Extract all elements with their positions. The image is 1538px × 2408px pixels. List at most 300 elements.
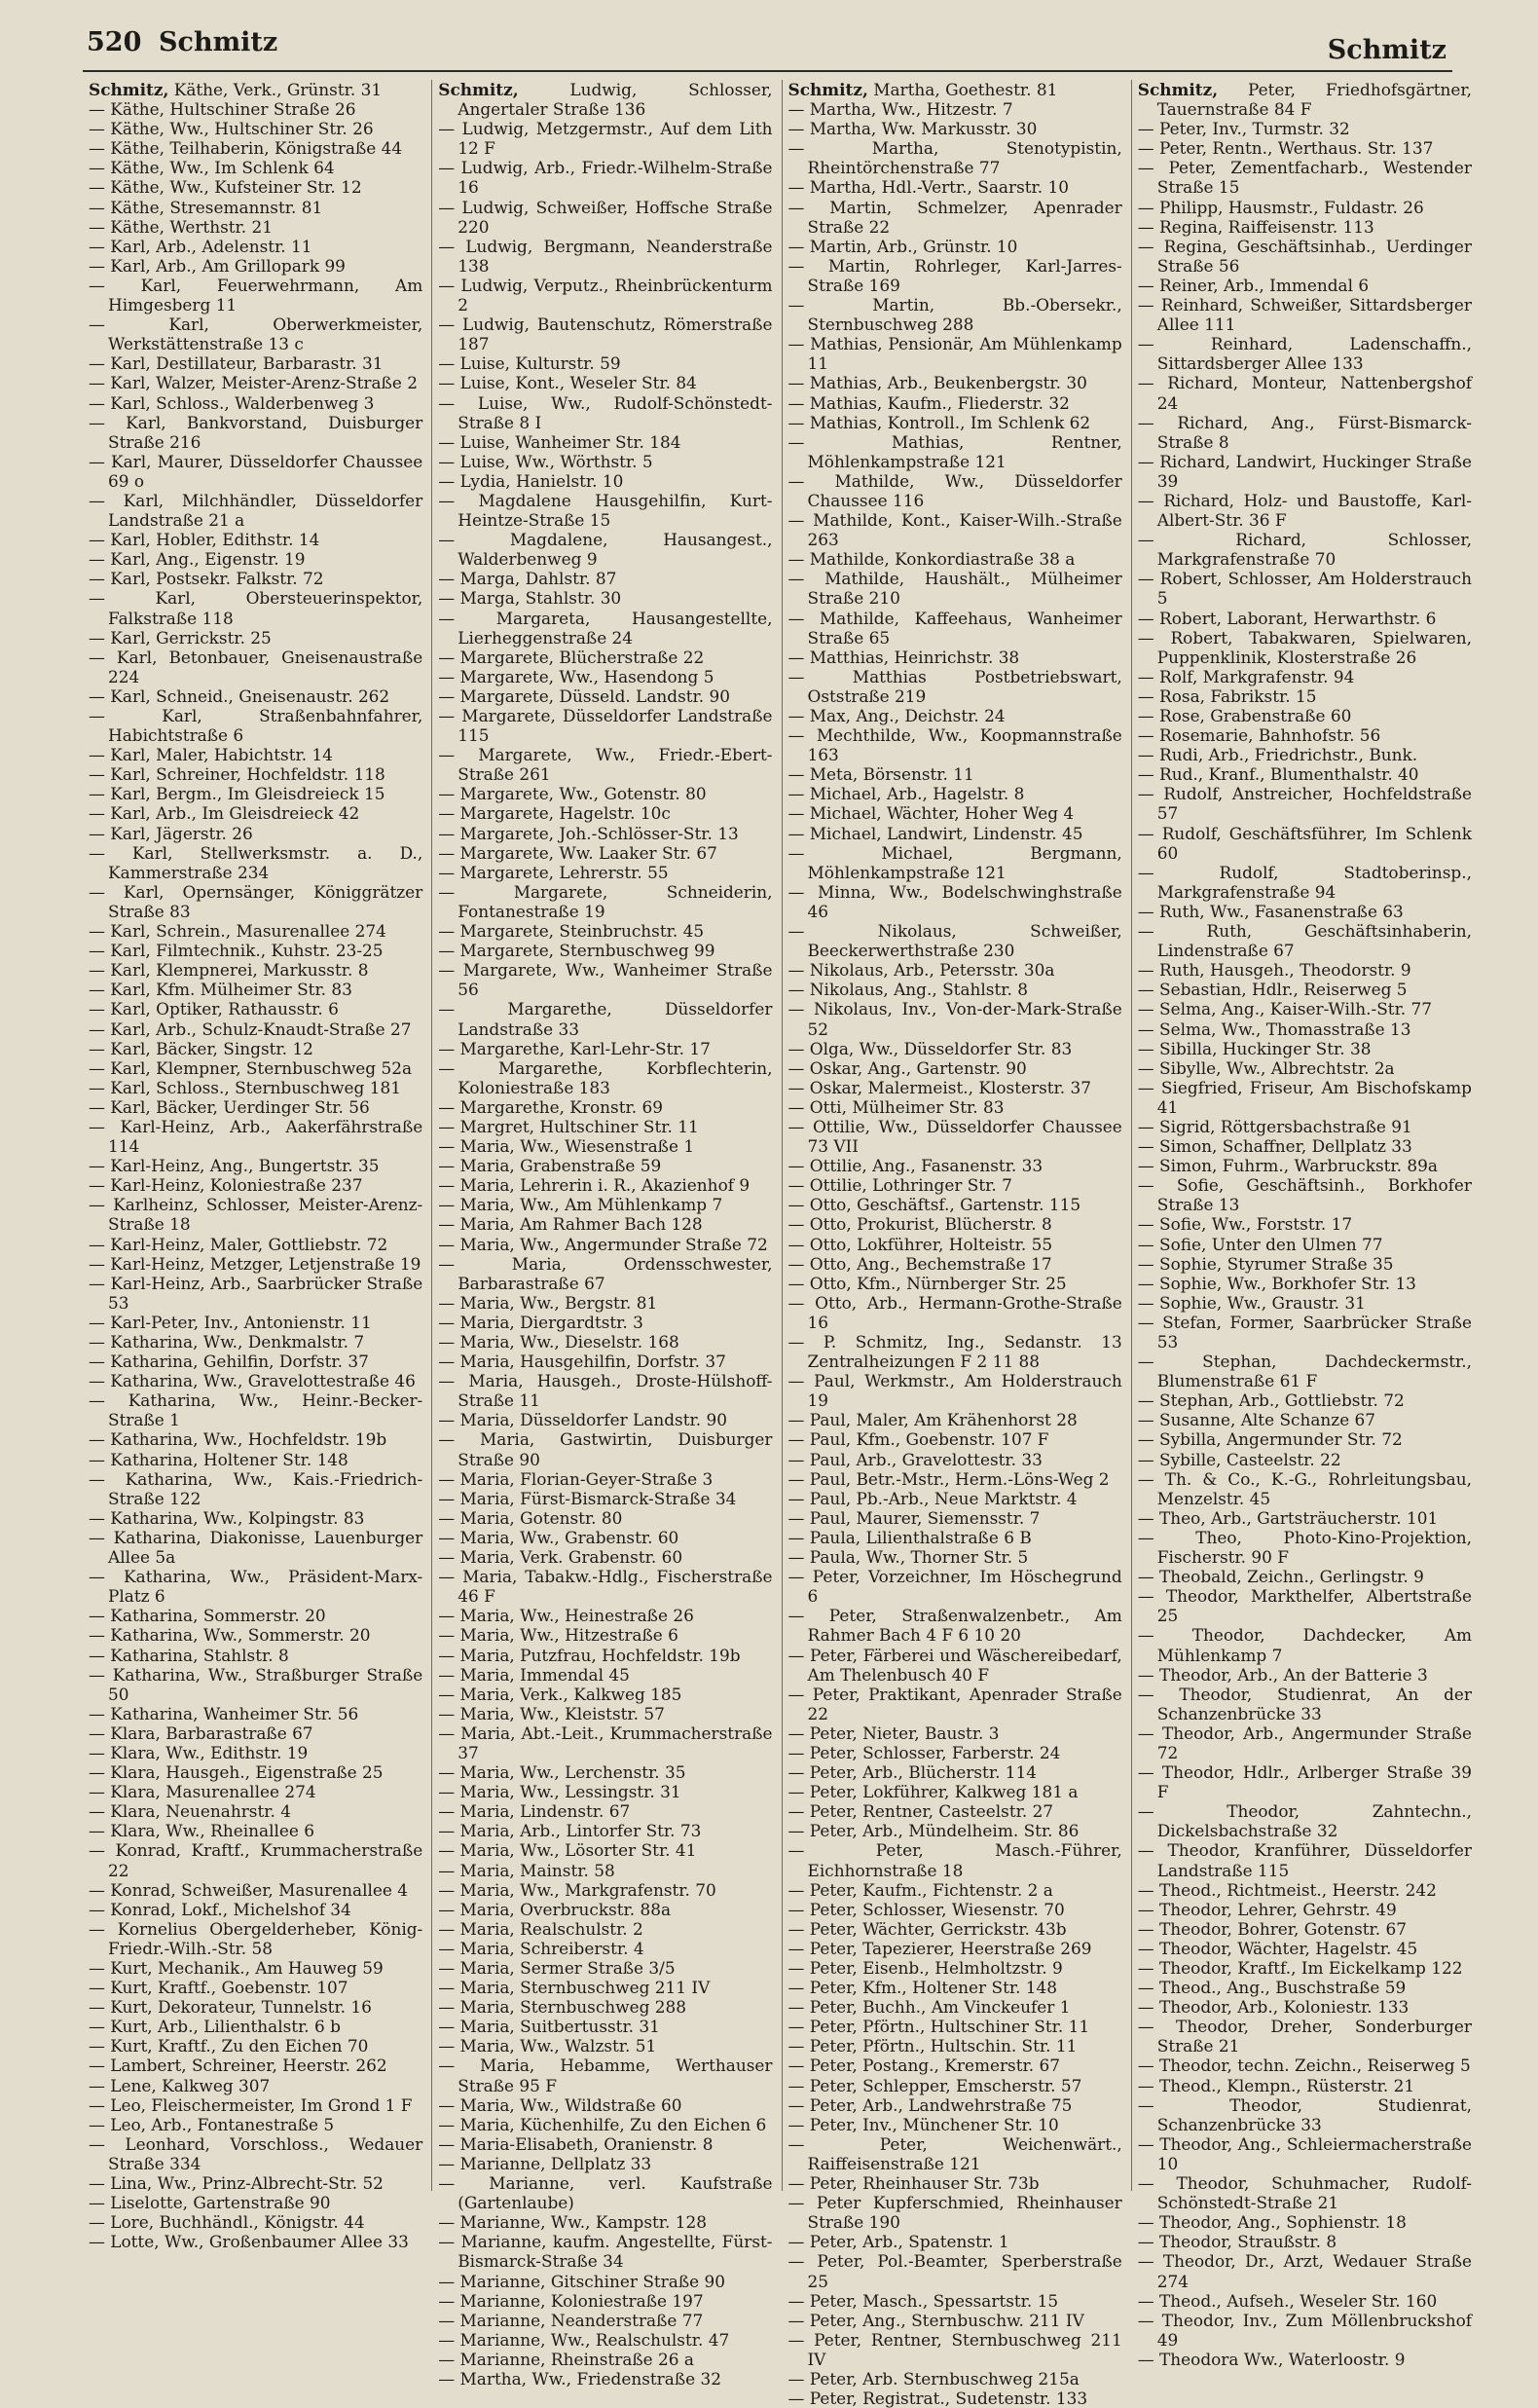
directory-entry: — Martha, Ww. Markusstr. 30 (787, 119, 1038, 139)
directory-entry: — Rudolf, Stadtoberinsp., Markgrafenstraße 94 (1137, 862, 1472, 902)
directory-entry: — Karl, Schloss., Sternbuschweg 181 (89, 1077, 401, 1097)
directory-entry: — Maria, Florian-Geyer-Straße 3 (438, 1468, 714, 1489)
directory-entry: — Maria, Abt.-Leit., Krummacherstraße 37 (438, 1723, 773, 1762)
directory-entry: — Theodor, Schuhmacher, Rudolf-Schönstedt-Straße 21 (1137, 2173, 1472, 2213)
directory-entry: — Margarete, Sternbuschweg 99 (438, 941, 715, 961)
directory-entry: — Lina, Ww., Prinz-Albrecht-Str. 52 (89, 2173, 384, 2194)
directory-entry: — Karl, Bergm., Im Gleisdreieck 15 (89, 784, 385, 804)
directory-entry: — Maria, Ww., Lessingstr. 31 (438, 1782, 681, 1802)
directory-entry: — Maria, Küchenhilfe, Zu den Eichen 6 (438, 2114, 767, 2134)
directory-entry: — Maria, Ww., Lösorter Str. 41 (438, 1840, 697, 1861)
directory-entry: — Luise, Ww., Rudolf-Schönstedt-Straße 8 I (438, 392, 773, 432)
directory-entry: — Peter, Zementfacharb., Westender Straße 15 (1137, 158, 1472, 198)
directory-entry: — Martha, Ww., Hitzestr. 7 (787, 99, 1013, 120)
directory-entry: — Theodor, Dr., Arzt, Wedauer Straße 274 (1137, 2251, 1472, 2291)
directory-entry: — Robert, Tabakwaren, Spielwaren, Puppenklinik, Klosterstraße 26 (1137, 627, 1472, 667)
directory-entry: — Peter, Pol.-Beamter, Sperberstraße 25 (787, 2251, 1122, 2291)
directory-entry: — Paul, Arb., Gravelottestr. 33 (787, 1449, 1043, 1469)
page-number: 520 (87, 27, 142, 57)
directory-entry: — Peter, Schlepper, Emscherstr. 57 (787, 2075, 1082, 2095)
directory-entry: — Paul, Maurer, Siemensstr. 7 (787, 1507, 1041, 1528)
directory-entry: — Ottilie, Ang., Fasanenstr. 33 (787, 1156, 1044, 1176)
directory-entry: — Peter, Kaufm., Fichtenstr. 2 a (787, 1879, 1053, 1900)
directory-entry: — Ludwig, Arb., Friedr.-Wilhelm-Straße 16 (438, 158, 773, 198)
directory-entry: — Nikolaus, Ang., Stahlstr. 8 (787, 980, 1028, 1000)
directory-entry: — Maria, Verk., Kalkweg 185 (438, 1684, 682, 1704)
directory-entry: — Klara, Masurenallee 274 (89, 1782, 316, 1802)
directory-entry: — Peter, Inv., Turmstr. 32 (1137, 119, 1350, 139)
directory-entry: — Ottilie, Ww., Düsseldorfer Chaussee 73 VII (787, 1116, 1122, 1157)
directory-entry: — Stefan, Former, Saarbrücker Straße 53 (1137, 1312, 1472, 1352)
directory-entry: — Theodor, Dachdecker, Am Mühlenkamp 7 (1137, 1625, 1472, 1665)
directory-entry: — Karl, Ang., Eigenstr. 19 (89, 549, 306, 570)
directory-entry: — Martin, Arb., Grünstr. 10 (787, 236, 1018, 256)
directory-entry: — Katharina, Ww., Hochfeldstr. 19b (89, 1429, 387, 1450)
column-4 (1132, 80, 1481, 2369)
directory-entry: — Maria, Immendal 45 (438, 1664, 630, 1685)
directory-entry: — Marianne, Gitschiner Straße 90 (438, 2271, 725, 2291)
directory-entry: — Theodor, Kraftf., Im Eickelkamp 122 (1137, 1958, 1463, 1978)
directory-entry: — Karl, Bäcker, Uerdinger Str. 56 (89, 1096, 370, 1117)
directory-entry: — Karl, Maurer, Düsseldorfer Chaussee 69 o (89, 451, 423, 491)
directory-entry: — Peter, Wächter, Gerrickstr. 43b (787, 1918, 1067, 1939)
directory-entry: — Karl, Optiker, Rathausstr. 6 (89, 999, 339, 1019)
directory-entry: — Ludwig, Metzgermstr., Auf dem Lith 12 F (438, 119, 773, 159)
directory-entry: — Oskar, Malermeist., Klosterstr. 37 (787, 1077, 1091, 1097)
directory-entry: — Margarethe, Düsseldorfer Landstraße 33 (438, 999, 773, 1039)
directory-entry: — Matthias Postbetriebswart, Oststraße 219 (787, 666, 1122, 706)
directory-entry: — Theodor, Lehrer, Gehrstr. 49 (1137, 1899, 1397, 1919)
directory-entry: — Konrad, Lokf., Michelshof 34 (89, 1899, 351, 1919)
directory-entry: — Theodor, Hdlr., Arlberger Straße 39 F (1137, 1762, 1472, 1802)
directory-entry: — Karl, Arb., Im Gleisdreieck 42 (89, 803, 360, 824)
directory-entry: — Michael, Wächter, Hoher Weg 4 (787, 803, 1075, 824)
column-2 (432, 80, 782, 2389)
directory-entry: — Simon, Fuhrm., Warbruckstr. 89a (1137, 1156, 1438, 1176)
directory-entry: — Mathilde, Kont., Kaiser-Wilh.-Straße 263 (787, 510, 1122, 550)
directory-entry: — Katharina, Ww., Kais.-Friedrich-Straße 122 (89, 1468, 423, 1508)
directory-entry: — Margarethe, Korbflechterin, Koloniestraße 183 (438, 1057, 773, 1097)
directory-entry: — Maria, Ww., Dieselstr. 168 (438, 1332, 679, 1352)
directory-entry: — Peter, Weichenwärt., Raiffeisenstraße 121 (787, 2133, 1122, 2173)
directory-entry: — Katharina, Ww., Präsident-Marx-Platz 6 (89, 1567, 423, 1607)
directory-entry: — Theodor, Bohrer, Gotenstr. 67 (1137, 1918, 1407, 1939)
directory-entry: — Karl, Arb., Schulz-Knaudt-Straße 27 (89, 1019, 412, 1039)
directory-entry: — Maria, Hebamme, Werthauser Straße 95 F (438, 2056, 773, 2095)
directory-entry: — Olga, Ww., Düsseldorfer Str. 83 (787, 1038, 1073, 1058)
directory-entry: — Richard, Ang., Fürst-Bismarck-Straße 8 (1137, 412, 1472, 452)
directory-entry: — Theodor, Studienrat, Schanzenbrücke 33 (1137, 2094, 1472, 2134)
directory-entry: — Maria, Sternbuschweg 211 IV (438, 1978, 711, 1998)
directory-entry: — Karl, Schloss., Walderbenweg 3 (89, 392, 375, 413)
directory-entry: — Maria, Ww., Bergstr. 81 (438, 1292, 658, 1313)
directory-entry: — Nikolaus, Arb., Petersstr. 30a (787, 960, 1055, 981)
directory-entry: — Klara, Ww., Rheinallee 6 (89, 1821, 315, 1841)
directory-entry: — Lydia, Hanielstr. 10 (438, 470, 624, 491)
directory-entry: Schmitz, Peter, Friedhofsgärtner, Tauernstraße 84 F (1137, 80, 1472, 120)
directory-entry: — Katharina, Sommerstr. 20 (89, 1606, 326, 1626)
directory-entry: — Ludwig, Bergmann, Neanderstraße 138 (438, 236, 773, 276)
directory-entry: — Margarete, Steinbruchstr. 45 (438, 921, 705, 942)
directory-entry: — Maria, Suitbertusstr. 31 (438, 2017, 660, 2037)
directory-entry: — Martin, Schmelzer, Apenrader Straße 22 (787, 197, 1122, 237)
directory-entry: — Marga, Dahlstr. 87 (438, 569, 617, 589)
directory-entry: — Rosemarie, Bahnhofstr. 56 (1137, 725, 1381, 746)
directory-entry: — Karl, Arb., Am Grillopark 99 (89, 255, 346, 276)
directory-entry: — Maria, Hausgeh., Droste-Hülshoff-Straße 11 (438, 1371, 773, 1411)
directory-entry: — Richard, Schlosser, Markgrafenstraße 70 (1137, 530, 1472, 570)
directory-entry: — Mathias, Kaufm., Fliederstr. 32 (787, 392, 1070, 413)
directory-entry: — Karl, Gerrickstr. 25 (89, 627, 272, 648)
directory-entry: — Theodor, Arb., Angermunder Straße 72 (1137, 1723, 1472, 1762)
directory-entry: — Mathias, Kontroll., Im Schlenk 62 (787, 412, 1091, 432)
directory-entry: — Meta, Börsenstr. 11 (787, 764, 974, 785)
directory-entry: — Maria, Schreiberstr. 4 (438, 1938, 644, 1958)
directory-entry: — Rosa, Fabrikstr. 15 (1137, 685, 1317, 706)
directory-entry: — Reinhard, Schweißer, Sittardsberger Allee 111 (1137, 295, 1472, 335)
directory-entry: — Karl-Heinz, Arb., Saarbrücker Straße 53 (89, 1273, 423, 1313)
directory-entry: — Maria, Grabenstraße 59 (438, 1156, 662, 1176)
directory-entry: — Käthe, Ww., Im Schlenk 64 (89, 158, 335, 178)
directory-entry: — Katharina, Stahlstr. 8 (89, 1645, 289, 1665)
directory-entry: — Magdalene Hausgehilfin, Kurt-Heintze-Straße 15 (438, 490, 773, 531)
directory-entry: — Theod., Ang., Buschstraße 59 (1137, 1978, 1407, 1998)
directory-entry: — Otto, Ang., Bechemstraße 17 (787, 1253, 1052, 1274)
directory-entry: — Katharina, Diakonisse, Lauenburger Allee 5a (89, 1527, 423, 1568)
directory-entry: — Maria, Ww., Lerchenstr. 35 (438, 1762, 686, 1783)
directory-entry: — Paul, Kfm., Goebenstr. 107 F (787, 1429, 1049, 1450)
directory-entry: — Konrad, Schweißer, Masurenallee 4 (89, 1879, 409, 1900)
directory-entry: — Peter, Schlosser, Wiesenstr. 70 (787, 1899, 1065, 1919)
directory-entry: — Käthe, Ww., Hultschiner Str. 26 (89, 119, 374, 139)
directory-entry: — Reiner, Arb., Immendal 6 (1137, 275, 1370, 295)
directory-entry: — Karl, Stellwerksmstr. a. D., Kammerstraße 234 (89, 842, 423, 882)
directory-entry: — Rudi, Arb., Friedrichstr., Bunk. (1137, 745, 1418, 765)
directory-entry: — Peter, Arb., Spatenstr. 1 (787, 2232, 1009, 2252)
directory-entry: — Peter, Arb. Sternbuschweg 215a (787, 2368, 1080, 2389)
directory-entry: — Sophie, Ww., Graustr. 31 (1137, 1292, 1366, 1313)
directory-entry: — Ruth, Hausgeh., Theodorstr. 9 (1137, 960, 1411, 981)
directory-entry: — Paul, Werkmstr., Am Holderstrauch 19 (787, 1371, 1122, 1411)
directory-entry: — Karl, Filmtechnik., Kuhstr. 23-25 (89, 941, 384, 961)
directory-entry: — Maria, Ordensschwester, Barbarastraße 67 (438, 1253, 773, 1293)
directory-entry: — Theodor, Kranführer, Düsseldorfer Landstraße 115 (1137, 1840, 1472, 1880)
directory-entry: — Peter, Praktikant, Apenrader Straße 22 (787, 1684, 1122, 1723)
directory-entry: — Marianne, Dellplatz 33 (438, 2153, 652, 2173)
directory-entry: Schmitz, Martha, Goethestr. 81 (787, 80, 1058, 99)
running-head-left: Schmitz (159, 27, 278, 57)
directory-entry: — Maria, Ww., Markgrafenstr. 70 (438, 1879, 716, 1900)
directory-entry: — Maria, Ww., Wiesenstraße 1 (438, 1136, 695, 1157)
directory-entry: — Katharina, Wanheimer Str. 56 (89, 1703, 359, 1723)
directory-entry: — Otto, Arb., Hermann-Grothe-Straße 16 (787, 1292, 1122, 1332)
directory-entry: — Karl, Opernsänger, Königgrätzer Straße 83 (89, 881, 423, 921)
directory-entry: — Karl, Oberwerkmeister, Werkstättenstraße 13 c (89, 315, 423, 354)
directory-entry: — Ruth, Geschäftsinhaberin, Lindenstraße 67 (1137, 921, 1472, 961)
directory-entry: — Theod., Aufseh., Weseler Str. 160 (1137, 2290, 1438, 2311)
directory-entry: — Karl, Maler, Habichtstr. 14 (89, 745, 333, 765)
directory-entry: — Liselotte, Gartenstraße 90 (89, 2193, 331, 2213)
directory-entry: — Robert, Laborant, Herwarthstr. 6 (1137, 608, 1437, 628)
directory-entry: — Sybilla, Angermunder Str. 72 (1137, 1429, 1403, 1450)
directory-entry: — Marianne, Koloniestraße 197 (438, 2290, 704, 2311)
directory-entry: — Karl, Postsekr. Falkstr. 72 (89, 569, 324, 589)
directory-entry: — Ruth, Ww., Fasanenstraße 63 (1137, 901, 1404, 921)
directory-entry: — Martha, Ww., Friedenstraße 32 (438, 2368, 721, 2389)
directory-entry: — Theodor, Zahntechn., Dickelsbachstraße 32 (1137, 1801, 1472, 1841)
directory-entry: — Margarethe, Karl-Lehr-Str. 17 (438, 1038, 711, 1058)
directory-entry: — Karl-Heinz, Maler, Gottliebstr. 72 (89, 1234, 388, 1254)
directory-entry: — Rud., Kranf., Blumenthalstr. 40 (1137, 764, 1419, 785)
directory-entry: — Karl-Heinz, Arb., Aakerfährstraße 114 (89, 1116, 423, 1157)
directory-entry: — Peter, Tapezierer, Heerstraße 269 (787, 1938, 1092, 1958)
directory-entry: — Martin, Bb.-Obersekr., Sternbuschweg 288 (787, 295, 1122, 335)
directory-entry: — Minna, Ww., Bodelschwinghstraße 46 (787, 881, 1122, 921)
directory-entry: — Leo, Arb., Fontanestraße 5 (89, 2114, 335, 2134)
directory-entry: — Karl, Kfm. Mülheimer Str. 83 (89, 980, 352, 1000)
directory-entry: — Maria, Ww., Am Mühlenkamp 7 (438, 1195, 723, 1215)
directory-entry: — Katharina, Gehilfin, Dorfstr. 37 (89, 1352, 369, 1372)
directory-entry: — Margarete, Ww., Gotenstr. 80 (438, 784, 707, 804)
directory-entry: — Peter, Pförtn., Hultschin. Str. 11 (787, 2036, 1078, 2056)
directory-entry: — Karl, Milchhändler, Düsseldorfer Landstraße 21 a (89, 490, 423, 531)
directory-entry: — Theodor, Ang., Schleiermacherstraße 10 (1137, 2133, 1472, 2173)
directory-entry: — Mathias, Arb., Beukenbergstr. 30 (787, 373, 1087, 393)
directory-entry: — Marianne, kaufm. Angestellte, Fürst-Bismarck-Straße 34 (438, 2232, 773, 2272)
directory-entry: — Peter, Kfm., Holtener Str. 148 (787, 1978, 1058, 1998)
directory-entry: — Karl, Walzer, Meister-Arenz-Straße 2 (89, 373, 418, 393)
directory-entry: — Peter, Inv., Münchener Str. 10 (787, 2114, 1059, 2134)
directory-entry: — Selma, Ang., Kaiser-Wilh.-Str. 77 (1137, 999, 1433, 1019)
directory-entry: — Theo, Arb., Gartsträucherstr. 101 (1137, 1507, 1439, 1528)
directory-entry: — Marianne, Neanderstraße 77 (438, 2310, 704, 2330)
directory-entry: — Theodor, Wächter, Hagelstr. 45 (1137, 1938, 1418, 1958)
directory-entry: — Margarete, Lehrerstr. 55 (438, 862, 669, 882)
directory-entry: — Ottilie, Lothringer Str. 7 (787, 1175, 1012, 1196)
directory-entry: — Karl, Schrein., Masurenallee 274 (89, 921, 386, 942)
directory-entry: — Otto, Kfm., Nürnberger Str. 25 (787, 1273, 1067, 1293)
directory-entry: — Selma, Ww., Thomasstraße 13 (1137, 1019, 1411, 1039)
directory-entry: — Sofie, Geschäftsinh., Borkhofer Straße 13 (1137, 1175, 1472, 1215)
directory-entry: — Sibilla, Huckinger Str. 38 (1137, 1038, 1372, 1058)
directory-entry: — Kurt, Kraftf., Goebenstr. 107 (89, 1978, 348, 1998)
directory-entry: — Nikolaus, Inv., Von-der-Mark-Straße 52 (787, 999, 1122, 1039)
directory-entry: — Lotte, Ww., Großenbaumer Allee 33 (89, 2232, 409, 2252)
directory-entry: — Sybille, Casteelstr. 22 (1137, 1449, 1341, 1469)
directory-entry: — Martha, Hdl.-Vertr., Saarstr. 10 (787, 177, 1069, 198)
directory-entry: — Ludwig, Bautenschutz, Römerstraße 187 (438, 315, 773, 354)
directory-entry: — Theobald, Zeichn., Gerlingstr. 9 (1137, 1567, 1424, 1587)
directory-entry: — Karl, Obersteuerinspektor, Falkstraße 118 (89, 588, 423, 628)
directory-entry: — Maria, Hausgehilfin, Dorfstr. 37 (438, 1352, 726, 1372)
directory-entry: — Rolf, Markgrafenstr. 94 (1137, 666, 1355, 686)
directory-entry: — Maria, Arb., Lintorfer Str. 73 (438, 1821, 702, 1841)
directory-entry: — Mechthilde, Ww., Koopmannstraße 163 (787, 725, 1122, 765)
directory-entry: — Rudolf, Geschäftsführer, Im Schlenk 60 (1137, 823, 1472, 863)
directory-entry: — Kurt, Mechanik., Am Hauweg 59 (89, 1958, 384, 1978)
directory-entry: — Michael, Landwirt, Lindenstr. 45 (787, 823, 1083, 843)
directory-entry: — Theodor, Inv., Zum Möllenbruckshof 49 (1137, 2310, 1472, 2350)
directory-entry: — Magdalene, Hausangest., Walderbenweg 9 (438, 530, 773, 570)
directory-entry: — Margarete, Hagelstr. 10c (438, 803, 671, 824)
directory-entry: — Theodor, Dreher, Sonderburger Straße 21 (1137, 2017, 1472, 2056)
directory-entry: — Maria, Gotenstr. 80 (438, 1507, 623, 1528)
directory-entry: — Martin, Rohrleger, Karl-Jarres-Straße 169 (787, 255, 1122, 295)
directory-entry: — Maria, Sternbuschweg 288 (438, 1997, 687, 2018)
directory-entry: — Otti, Mülheimer Str. 83 (787, 1096, 1005, 1117)
directory-entry: — Stephan, Dachdeckermstr., Blumenstraße 61 F (1137, 1352, 1472, 1391)
directory-entry: — Peter Kupferschmied, Rheinhauser Straße 190 (787, 2193, 1122, 2233)
directory-entry: — Margret, Hultschiner Str. 11 (438, 1116, 699, 1136)
directory-entry: — Sofie, Unter den Ulmen 77 (1137, 1234, 1383, 1254)
column-1 (83, 80, 432, 2252)
directory-entry: — Klara, Ww., Edithstr. 19 (89, 1742, 309, 1762)
directory-entry: — Theodor, Straußstr. 8 (1137, 2232, 1337, 2252)
directory-entry: — Marianne, verl. Kaufstraße (Gartenlaube) (438, 2173, 773, 2213)
directory-entry: — Karl-Peter, Inv., Antonienstr. 11 (89, 1312, 372, 1332)
directory-entry: — Kornelius Obergelderheber, König-Friedr.-Wilh.-Str. 58 (89, 1918, 423, 1958)
directory-entry: — Karl, Bankvorstand, Duisburger Straße 216 (89, 412, 423, 452)
directory-entry: — Käthe, Werthstr. 21 (89, 216, 273, 237)
directory-entry: — Maria, Gastwirtin, Duisburger Straße 90 (438, 1429, 773, 1469)
directory-entry: — Richard, Landwirt, Huckinger Straße 39 (1137, 451, 1472, 491)
directory-entry: — Klara, Barbarastraße 67 (89, 1723, 313, 1743)
directory-entry: — Peter, Pförtn., Hultschiner Str. 11 (787, 2017, 1090, 2037)
directory-entry: — Maria, Lindenstr. 67 (438, 1801, 631, 1822)
directory-entry: — Maria, Verk. Grabenstr. 60 (438, 1547, 683, 1568)
directory-entry: — Sibylle, Ww., Albrechtstr. 2a (1137, 1057, 1395, 1078)
directory-entry: — Karl, Destillateur, Barbarastr. 31 (89, 353, 384, 374)
directory-entry: — Luise, Wanheimer Str. 184 (438, 431, 681, 452)
directory-entry: — Mathilde, Haushält., Mülheimer Straße 210 (787, 569, 1122, 609)
directory-entry: — Kurt, Arb., Lilienthalstr. 6 b (89, 2017, 341, 2037)
directory-entry: — Theodor, Arb., An der Batterie 3 (1137, 1664, 1428, 1685)
directory-entry: — Karl, Betonbauer, Gneisenaustraße 224 (89, 647, 423, 686)
directory-entry: — Peter, Nieter, Baustr. 3 (787, 1723, 1000, 1743)
directory-entry: — Margareta, Hausangestellte, Lierheggenstraße 24 (438, 608, 773, 648)
directory-entry: — Karl-Heinz, Ang., Bungertstr. 35 (89, 1156, 380, 1176)
directory-entry: — Peter, Rentner, Sternbuschweg 211 IV (787, 2329, 1122, 2369)
directory-entry: — Kurt, Dekorateur, Tunnelstr. 16 (89, 1997, 372, 2018)
directory-entry: — Marga, Stahlstr. 30 (438, 588, 622, 609)
directory-entry: — Paula, Lilienthalstraße 6 B (787, 1527, 1032, 1547)
directory-entry: — Oskar, Ang., Gartenstr. 90 (787, 1057, 1027, 1078)
directory-entry: — Th. & Co., K.-G., Rohrleitungsbau, Menzelstr. 45 (1137, 1468, 1472, 1508)
directory-entry: — Karl, Arb., Adelenstr. 11 (89, 236, 312, 256)
page-header (83, 21, 1452, 72)
directory-entry: — Marianne, Ww., Kampstr. 128 (438, 2212, 707, 2233)
directory-entry: — Maria, Overbruckstr. 88a (438, 1899, 672, 1919)
directory-entry: — Sigrid, Röttgersbachstraße 91 (1137, 1116, 1412, 1136)
directory-entry: — Regina, Geschäftsinhab., Uerdinger Straße 56 (1137, 236, 1472, 276)
directory-entry: — Martha, Stenotypistin, Rheintörchenstraße 77 (787, 138, 1122, 178)
directory-entry: — Luise, Kulturstr. 59 (438, 353, 621, 374)
directory-entry: — Karl-Heinz, Koloniestraße 237 (89, 1175, 363, 1196)
directory-entry: — Kurt, Kraftf., Zu den Eichen 70 (89, 2036, 369, 2056)
directory-entry: — Peter, Registrat., Sudetenstr. 133 (787, 2389, 1088, 2408)
directory-entry: — Katharina, Ww., Kolpingstr. 83 (89, 1507, 365, 1528)
directory-entry: — Otto, Prokurist, Blücherstr. 8 (787, 1214, 1052, 1235)
directory-entry: — Richard, Monteur, Nattenbergshof 24 (1137, 373, 1472, 413)
directory-entry: — Karl, Klempner, Sternbuschweg 52a (89, 1057, 413, 1078)
directory-entry: — Regina, Raiffeisenstr. 113 (1137, 216, 1374, 237)
directory-entry: — Karl, Schreiner, Hochfeldstr. 118 (89, 764, 385, 785)
directory-entry: — P. Schmitz, Ing., Sedanstr. 13 Zentralheizungen F 2 11 88 (787, 1332, 1122, 1372)
directory-entry: — Theo, Photo-Kino-Projektion, Fischerstr. 90 F (1137, 1527, 1472, 1568)
directory-entry: — Michael, Arb., Hagelstr. 8 (787, 784, 1025, 804)
directory-entry: — Käthe, Ww., Kufsteiner Str. 12 (89, 177, 362, 198)
directory-entry: — Konrad, Kraftf., Krummacherstraße 22 (89, 1840, 423, 1880)
directory-entry: — Paul, Betr.-Mstr., Herm.-Löns-Weg 2 (787, 1468, 1110, 1489)
directory-entry: — Karl, Hobler, Edithstr. 14 (89, 530, 320, 550)
directory-entry: — Peter, Arb., Landwehrstraße 75 (787, 2094, 1073, 2115)
directory-entry: — Max, Ang., Deichstr. 24 (787, 706, 1006, 725)
directory-entry: — Maria, Am Rahmer Bach 128 (438, 1214, 703, 1235)
directory-entry: — Peter, Rentner, Casteelstr. 27 (787, 1801, 1054, 1822)
directory-entry: — Theod., Richtmeist., Heerstr. 242 (1137, 1879, 1437, 1900)
directory-entry: — Käthe, Hultschiner Straße 26 (89, 99, 356, 120)
directory-entry: — Peter, Rentn., Werthaus. Str. 137 (1137, 138, 1434, 159)
directory-entry: — Maria, Mainstr. 58 (438, 1860, 615, 1880)
directory-columns (83, 80, 1481, 2408)
directory-entry: — Katharina, Ww., Sommerstr. 20 (89, 1625, 371, 1646)
directory-entry: — Katharina, Ww., Heinr.-Becker-Straße 1 (89, 1390, 423, 1430)
directory-entry: — Margarete, Ww. Laaker Str. 67 (438, 842, 717, 863)
directory-entry: — Lore, Buchhändl., Königstr. 44 (89, 2212, 365, 2233)
directory-entry: — Paul, Maler, Am Krähenhorst 28 (787, 1410, 1078, 1430)
directory-entry: — Peter, Rheinhauser Str. 73b (787, 2173, 1040, 2194)
directory-entry: — Richard, Holz- und Baustoffe, Karl-Albert-Str. 36 F (1137, 490, 1472, 531)
directory-entry: — Lambert, Schreiner, Heerstr. 262 (89, 2056, 387, 2076)
directory-entry: — Karl-Heinz, Metzger, Letjenstraße 19 (89, 1253, 421, 1274)
directory-entry: — Paula, Ww., Thorner Str. 5 (787, 1547, 1029, 1568)
directory-entry: — Käthe, Teilhaberin, Königstraße 44 (89, 138, 403, 159)
directory-entry: — Peter, Arb., Mündelheim. Str. 86 (787, 1821, 1080, 1841)
directory-entry: — Paul, Pb.-Arb., Neue Marktstr. 4 (787, 1488, 1078, 1508)
directory-entry: — Margarete, Schneiderin, Fontanestraße 19 (438, 881, 773, 921)
directory-entry: — Theodora Ww., Waterloostr. 9 (1137, 2349, 1406, 2369)
running-head-right: Schmitz (1327, 35, 1446, 65)
directory-entry: — Marianne, Rheinstraße 26 a (438, 2349, 694, 2369)
directory-entry: — Philipp, Hausmstr., Fuldastr. 26 (1137, 197, 1424, 217)
directory-entry: — Klara, Neuenahrstr. 4 (89, 1801, 291, 1822)
directory-entry: — Rose, Grabenstraße 60 (1137, 706, 1352, 725)
directory-entry: — Theodor, Markthelfer, Albertstraße 25 (1137, 1586, 1472, 1626)
directory-entry: — Lene, Kalkweg 307 (89, 2075, 271, 2095)
directory-entry: — Michael, Bergmann, Möhlenkampstraße 121 (787, 842, 1122, 882)
directory-entry: — Maria, Ww., Wildstraße 60 (438, 2094, 682, 2115)
directory-entry: — Peter, Masch., Spessartstr. 15 (787, 2290, 1059, 2311)
directory-entry: — Maria-Elisabeth, Oranienstr. 8 (438, 2133, 714, 2154)
directory-entry: — Sophie, Styrumer Straße 35 (1137, 1253, 1394, 1274)
directory-entry: — Stephan, Arb., Gottliebstr. 72 (1137, 1390, 1405, 1411)
directory-entry: — Luise, Ww., Wörthstr. 5 (438, 451, 653, 471)
directory-entry: — Theodor, techn. Zeichn., Reiserweg 5 (1137, 2056, 1471, 2076)
directory-entry: — Leonhard, Vorschloss., Wedauer Straße 334 (89, 2133, 423, 2173)
directory-entry: — Peter, Straßenwalzenbetr., Am Rahmer Bach 4 F 6 10 20 (787, 1606, 1122, 1646)
directory-entry: — Maria, Tabakw.-Hdlg., Fischerstraße 46 F (438, 1567, 773, 1607)
directory-entry: — Marianne, Ww., Realschulstr. 47 (438, 2329, 730, 2350)
directory-entry: — Margarete, Ww., Friedr.-Ebert-Straße 261 (438, 745, 773, 785)
directory-entry: Schmitz, Ludwig, Schlosser, Angertaler Straße 136 (438, 80, 773, 120)
directory-entry: — Maria, Lehrerin i. R., Akazienhof 9 (438, 1175, 751, 1196)
directory-entry: — Simon, Schaffner, Dellplatz 33 (1137, 1136, 1412, 1157)
directory-entry: — Maria, Realschulstr. 2 (438, 1918, 643, 1939)
directory-entry: — Matthias, Heinrichstr. 38 (787, 647, 1020, 667)
directory-entry: — Maria, Ww., Heinestraße 26 (438, 1606, 694, 1626)
directory-entry: — Karl, Feuerwehrmann, Am Himgesberg 11 (89, 275, 423, 315)
directory-entry: — Mathilde, Ww., Düsseldorfer Chaussee 116 (787, 470, 1122, 510)
